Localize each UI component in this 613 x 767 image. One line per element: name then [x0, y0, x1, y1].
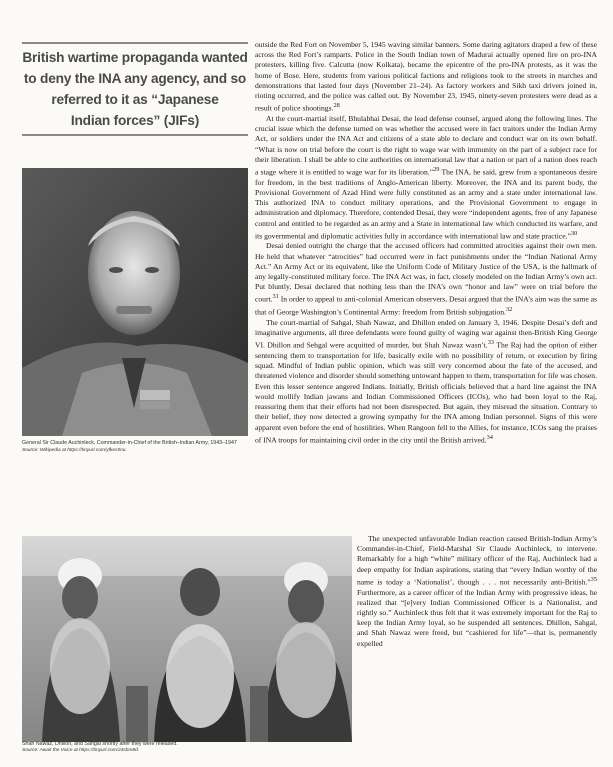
footnote-ref: 33	[487, 339, 495, 347]
footnote-ref: 30	[570, 229, 578, 237]
portrait-caption	[22, 440, 248, 455]
portrait-image	[22, 168, 248, 436]
auchinleck-portrait-photo	[22, 168, 248, 436]
caption-text: General Sir Claude Auchinleck, Commander-in-Chief of the British–Indian Army, 1943–1947	[22, 440, 237, 446]
article-body-continuation	[357, 534, 597, 762]
paragraph: The court-martial of Sahgal, Shah Nawaz, and Dhillon ended on January 3, 1946. Despite Desai’s deft and imaginative arguments, all three defendants were found guilty of waging war against then-British King George VI. Dhillon and Sehgal were acquitted of murder, but Shah Nawaz wasn’t.$^{33}$ The Raj had the option of either sentencing them to transportation for life, basically exile with no possibility of return, or execution by firing squad. Mindful of Indian public opinion, which was still very concerned about the fate of the accused, and threatened violence and disorder should something untoward happen to them, transportation for life was chosen. Even this lesser sentence angered Indians. Initially, British officials believed that a hard line against the INA would mollify Indian jawans and Indian Commissioned Officers (ICOs), who had been loyal to the Raj, reassuring them that their efforts had not been disrespected. But again, they misread the situation. Contrary to their belief, they now detected a growing sympathy for the INA among Indian personnel. Signs of this were apparent even before the end of hostilities. When Rangoon fell to the Allies, for instance, ICOs sang the praises of INA troops for maintaining civil order in the city until the British arrived.$^{34}$	[255, 317, 597, 445]
pull-quote-line: Indian forces” (JIFs)	[70, 113, 200, 128]
pull-quote-line: to deny the INA any agency, and so	[23, 71, 247, 86]
article-body-column	[255, 40, 597, 534]
footnote-ref: 32	[505, 306, 513, 314]
paragraph: outside the Red Fort on November 5, 1945 waving similar banners. Some daring agitators draped a few of these across the Red Fort’s ramparts. Police in the South Indian town of Madurai actually opened fire on pro-INA protesters, killing five. Calcutta (now Kolkata), became the epicentre of the pro-INA protests, as it was the home of Bose. Here, students from various political factions and religions took to the streets in marches and demonstrations that lasted four days (November 21–24). As factory workers and Sikh taxi drivers joined in, rioting occurred, and the police was called out. By November 23, 1945, ninety-seven protesters were dead as a result of police shootings.$^{28}$	[255, 40, 597, 113]
footnote-ref: 29	[433, 165, 440, 173]
pull-quote-line: referred to it as “Japanese	[51, 92, 219, 107]
pull-quote-line: British wartime propaganda wanted	[22, 50, 248, 65]
paragraph: The unexpected unfavorable Indian reaction caused British-Indian Army’s Commander-in-Chief, Field-Marshal Sir Claude Auchinleck, to intervene. Remarkably for a high “white” military officer of the Raj, Auchinleck had a deep empathy for Indian aspirations, stating that “every Indian worthy of the name is today a ‘Nationalist’, though . . . not necessarily anti-British.”$^{35}$ Furthermore, as a career officer of the Indian Army with progressive ideas, he realized that “[e]very Indian Commissioned Officer is a Nationalist, and rightly so.” Auchinleck thus felt that it was extremely important for the Raj to keep the Indian Army loyal, so he suspended all sentences. Dhillon, Sahgal, and Shah Nawaz were freed, but “cashiered for life”—that is, permanently expelled	[357, 534, 597, 648]
group-image	[22, 536, 352, 742]
caption-source: Source: Await the Voice at https://tinyurl.com/24sbm8d.	[22, 747, 140, 753]
released-officers-photo	[22, 536, 352, 742]
caption-text: Shah Nawaz, Dhillon, and Sahgal shortly after they were released.	[22, 741, 178, 747]
pull-quote	[22, 42, 248, 136]
caption-source: Source: Wikipedia at https://tinyurl.com/yfkes5nu.	[22, 447, 127, 453]
footnote-ref: 35	[590, 575, 597, 583]
paragraph: Desai denied outright the charge that the accused officers had committed atrocities against their own men. He held that whatever “atrocities” had occurred were in fact punishments under the “Indian National Army Act.” An Army Act or its equivalent, like the Uniform Code of Military Justice of the USA, is the hallmark of any legally-constituted military force. The INA Act was, in fact, closely modeled on the Indian Army’s own act. Put bluntly, Desai declared that nothing less than the INA’s own “honor and law” were on trial before the court.$^{31}$ In order to appeal to anti-colonial American observers, Desai argued that the INA’s aim was the same as that of George Washington’s Continental Army: freedom from British subjugation.$^{32}$	[255, 241, 597, 317]
footnote-ref: 34	[486, 433, 493, 441]
paragraph: At the court-martial itself, Bhulabhai Desai, the lead defense counsel, argued along the following lines. The crucial issue which the defense turned on was whether the accused were in fact traitors under the Indian Army Act, or soldiers under the INA Act and citizens of a state able to declare and conduct war on its own behalf. “What is now on trial before the court is the right to wage war with immunity on the part of a subject race for their liberation. I shall be able to cite authorities on international law that a nation or part of a nation does reach a stage where it is entitled to wage war for its liberation.”$^{29}$ The INA, he said, grew from a spontaneous desire for freedom, in the best traditions of Anglo-American liberty. Moreover, the INA and its parent body, the Provisional Government of Azad Hind were fully constituted as an army and a state under international law. This authorized INA to conduct military operations, and the Provisional Government to engage in administration and diplomacy. Therefore, contended Desai, they were “independent agents, free of any Japanese control and entitled to be regarded as an army and a State in international law which conducted its warfare, and its governmental and diplomatic activities fully in accordance with international law and state practice.”$^{30}$	[255, 113, 597, 241]
group-caption	[22, 741, 352, 755]
footnote-ref: 31	[272, 293, 279, 301]
footnote-ref: 28	[333, 102, 340, 110]
